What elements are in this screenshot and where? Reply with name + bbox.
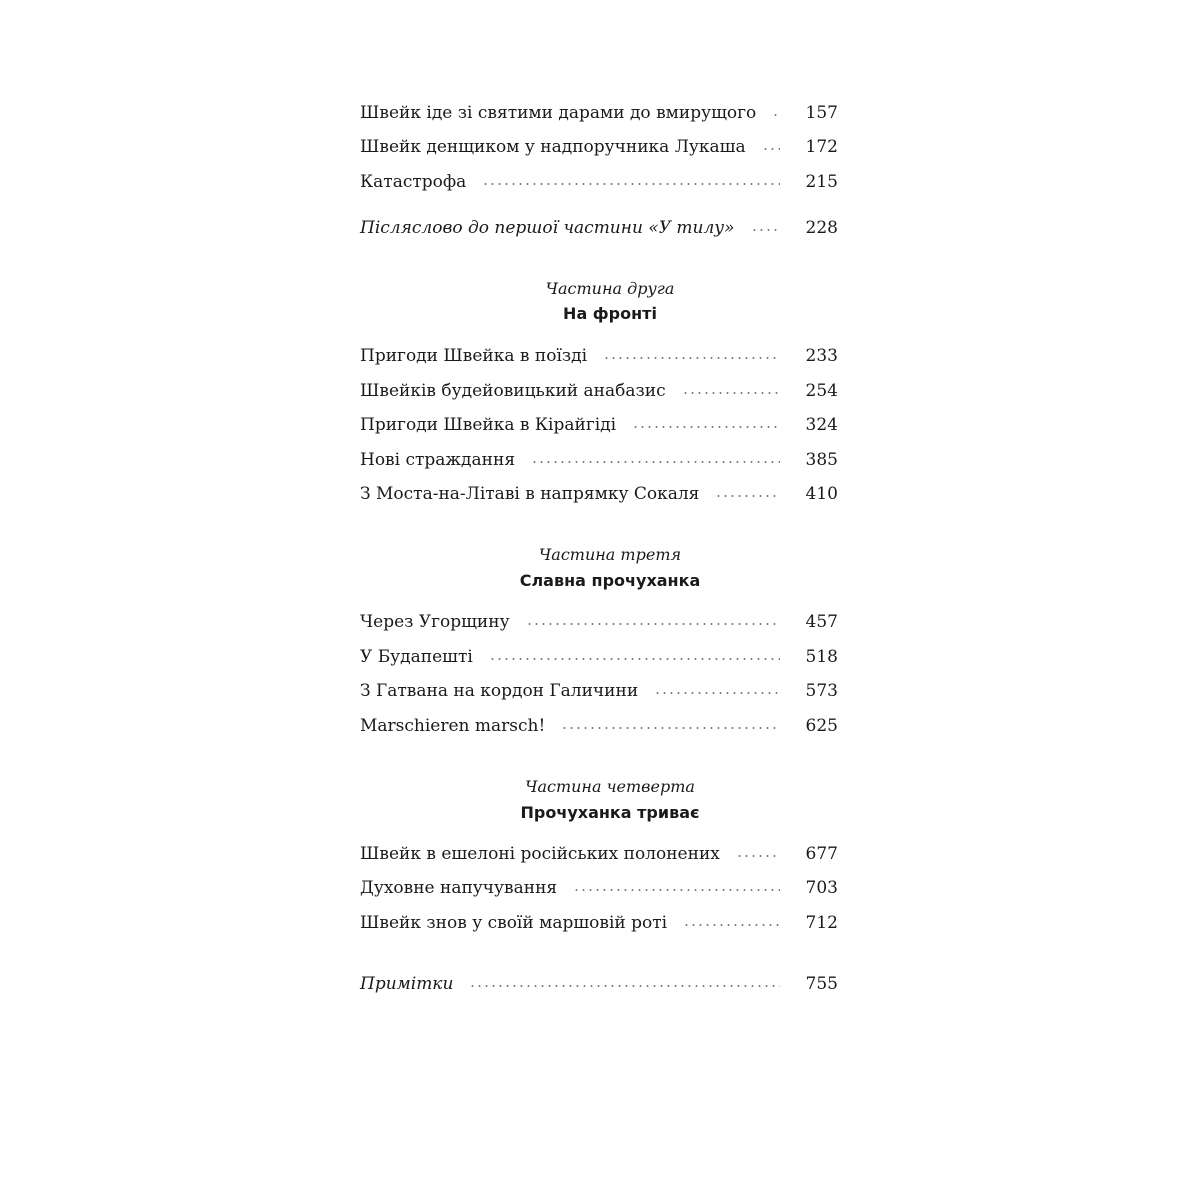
toc-entry-page: 233 [805,346,838,366]
dot-leader [603,357,779,359]
toc-entry [360,445,838,475]
toc-entry-title: Катастрофа [360,172,467,192]
toc-entry [360,132,838,162]
toc-entry [360,410,838,440]
toc-entry-title: Примітки [360,974,454,994]
toc-entry-title: Пригоди Швейка в Кірайгіді [360,415,617,435]
part-label: Частина третя [538,545,682,564]
toc-entry-title: Через Угорщину [360,612,510,632]
toc-entry-title: Швейк денщиком у надпоручника Лукаша [360,137,746,157]
dot-leader [715,495,779,497]
toc-entry-page: 457 [805,612,838,632]
toc-notes [360,969,838,999]
part-label: Частина четверта [525,777,695,796]
toc-entry-page: 518 [805,647,838,667]
toc-entry-title: Пригоди Швейка в поїзді [360,346,588,366]
toc-entry-page: 157 [805,103,838,123]
dot-leader [632,426,779,428]
dot-leader [573,889,779,891]
toc-entry-title: Marschieren marsch! [360,716,546,736]
toc-entry [360,607,838,637]
dot-leader [561,727,779,729]
toc-entry-page: 410 [805,484,838,504]
toc-entry-page: 677 [805,844,838,864]
dot-leader [654,692,779,694]
toc-entry-page: 324 [805,415,838,435]
toc-entry [360,341,838,371]
dot-leader [762,148,780,150]
toc-entry-page: 228 [805,218,838,238]
toc-entry-page: 573 [805,681,838,701]
toc-entry [360,711,838,741]
toc-entry-page: 385 [805,450,838,470]
part-label: Частина друга [545,279,675,298]
dot-leader [772,114,779,116]
toc-entry-page: 172 [805,137,838,157]
dot-leader [682,392,780,394]
toc-entry [360,839,838,869]
toc-entry-page: 755 [805,974,838,994]
dot-leader [751,229,780,231]
toc-entry-title: Швейк в ешелоні російських полонених [360,844,720,864]
toc-entry [360,376,838,406]
toc-entry [360,98,838,128]
dot-leader [482,183,779,185]
dot-leader [489,658,780,660]
toc-entry-title: У Будапешті [360,647,473,667]
toc-entry-title: З Моста-на-Літаві в напрямку Сокаля [360,484,700,504]
toc-entry [360,676,838,706]
toc-entry-page: 625 [805,716,838,736]
part-title: Славна прочуханка [519,571,701,590]
toc-entry [360,167,838,197]
dot-leader [736,855,780,857]
toc-entry [360,642,838,672]
toc-entry [360,479,838,509]
toc-entry-page: 215 [805,172,838,192]
dot-leader [531,461,780,463]
toc-afterword [360,213,838,243]
dot-leader [683,924,779,926]
toc-entry-page: 254 [805,381,838,401]
toc-entry-page: 703 [805,878,838,898]
dot-leader [469,985,779,987]
toc-entry-title: Нові страждання [360,450,516,470]
part-title: На фронті [563,304,657,323]
toc-entry [360,908,838,938]
toc-entry [360,873,838,903]
toc-entry-page: 712 [805,913,838,933]
toc-entry-title: Швейк іде зі святими дарами до вмирущого [360,103,757,123]
toc-entry-title: Швейк знов у своїй маршовій роті [360,913,668,933]
toc-entry-title: Швейків будейовицький анабазис [360,381,666,401]
part-title: Прочуханка триває [520,803,700,822]
toc-entry-title: З Гатвана на кордон Галичини [360,681,639,701]
dot-leader [526,623,780,625]
toc-entry-title: Духовне напучування [360,878,558,898]
toc-entry-title: Післяслово до першої частини «У тилу» [360,218,735,238]
